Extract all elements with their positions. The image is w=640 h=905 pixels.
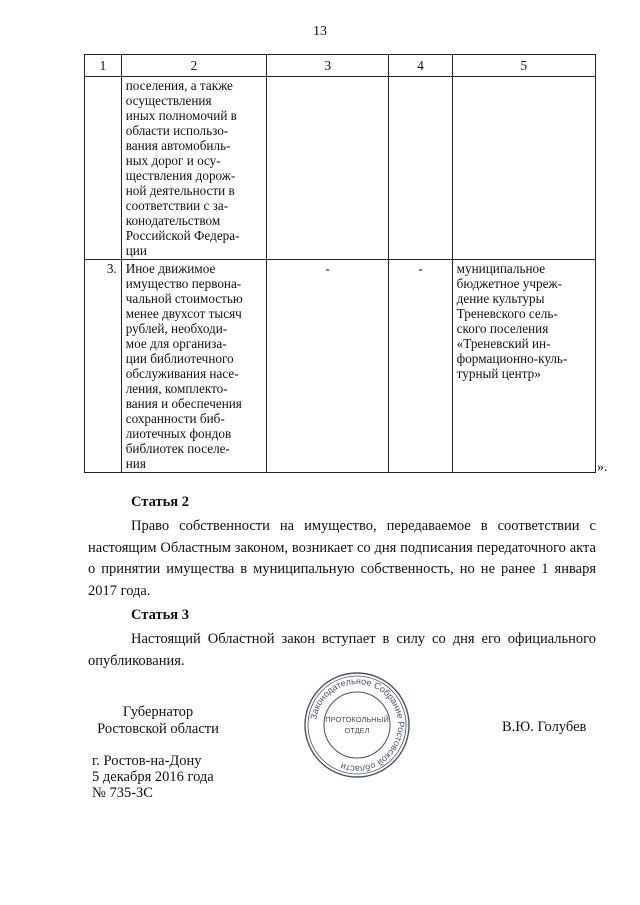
name-line: соответствии с за- — [125, 198, 229, 213]
name-line: ции — [125, 243, 147, 258]
law-number: № 735-ЗС — [92, 785, 153, 801]
seal-center-line-2: ОТДЕЛ — [344, 726, 370, 735]
name-line: ции библиотечного — [125, 351, 234, 366]
name-line: менее двухсот тысяч — [125, 306, 242, 321]
name-line: обслуживания насе- — [125, 366, 239, 381]
name-line: области использо- — [125, 123, 229, 138]
col3-cell — [267, 77, 389, 260]
header-cell-2: 2 — [121, 55, 266, 77]
table-row — [85, 260, 596, 473]
holder-line: бюджетное учреж- — [456, 276, 562, 291]
name-line: ных дорог и осу- — [125, 153, 221, 168]
holder-line: «Треневский ин- — [456, 336, 551, 351]
signer-title — [88, 704, 228, 738]
closing-quote: ». — [597, 460, 608, 475]
table-row — [85, 77, 596, 260]
col3-cell: - — [267, 260, 389, 473]
holder-line: дение культуры — [456, 291, 545, 306]
header-cell-3: 3 — [267, 55, 389, 77]
date: 5 декабря 2016 года — [92, 769, 214, 785]
name-line: ной деятельности в — [125, 183, 235, 198]
property-table — [84, 54, 596, 473]
city: г. Ростов-на-Дону — [92, 753, 202, 769]
svg-text:Законодательное Собрание Росто — [308, 676, 406, 774]
name-line: иных полномочий в — [125, 108, 237, 123]
holder-line: турный центр» — [456, 366, 541, 381]
official-seal-stamp — [303, 671, 411, 779]
name-line: конодательством — [125, 213, 221, 228]
article-3-text: Настоящий Областной закон вступает в силу со дня его официального опубликования. — [88, 631, 596, 669]
row-number: 3. — [85, 260, 122, 473]
name-line: Российской Федера- — [125, 228, 240, 243]
article-2-text: Право собственности на имущество, передаваемое в соответствии с настоящим Областным законом, возникает со дня подписания передаточного акта о принятии имущества в муниципальную собственность, но не ранее 1 января 2017 года. — [88, 518, 596, 599]
name-line: имущество первона- — [125, 276, 242, 291]
seal-center-line-1: ПРОТОКОЛЬНЫЙ — [325, 715, 389, 724]
header-cell-4: 4 — [389, 55, 452, 77]
name-line: лиотечных фондов — [125, 426, 232, 441]
article-2-title: Статья 2 — [131, 494, 189, 510]
name-line: ния — [125, 456, 146, 471]
header-cell-5: 5 — [452, 55, 595, 77]
property-name-cell — [121, 77, 266, 260]
signer-title-line: Ростовской области — [97, 721, 219, 737]
article-3-title: Статья 3 — [131, 607, 189, 623]
page-number: 13 — [313, 24, 327, 39]
holder-line: формационно-куль- — [456, 351, 568, 366]
holder-cell — [452, 260, 595, 473]
name-line: вания автомобиль- — [125, 138, 231, 153]
table-header-row — [85, 55, 596, 77]
name-line: библиотек поселе- — [125, 441, 230, 456]
header-cell-1: 1 — [85, 55, 122, 77]
property-name-cell — [121, 260, 266, 473]
holder-line: муниципальное — [456, 261, 546, 276]
name-line: осуществления — [125, 93, 212, 108]
name-line: мое для организа- — [125, 336, 227, 351]
name-line: поселения, а также — [125, 78, 233, 93]
name-line: Иное движимое — [125, 261, 216, 276]
col4-cell: - — [389, 260, 452, 473]
name-line: рублей, необходи- — [125, 321, 228, 336]
row-number — [85, 77, 122, 260]
signer-title-line: Губернатор — [122, 704, 194, 720]
name-line: вания и обеспечения — [125, 396, 242, 411]
col4-cell — [389, 77, 452, 260]
seal-ring-text: Законодательное Собрание Ростовской области — [308, 675, 407, 775]
place-and-date — [92, 753, 214, 801]
holder-line: ского поселения — [456, 321, 549, 336]
name-line: чальной стоимостью — [125, 291, 243, 306]
holder-cell — [452, 77, 595, 260]
name-line: ления, комплекто- — [125, 381, 228, 396]
name-line: сохранности биб- — [125, 411, 225, 426]
name-line: ществления дорож- — [125, 168, 236, 183]
signer-name: В.Ю. Голубев — [502, 719, 587, 735]
holder-line: Треневского сель- — [456, 306, 558, 321]
